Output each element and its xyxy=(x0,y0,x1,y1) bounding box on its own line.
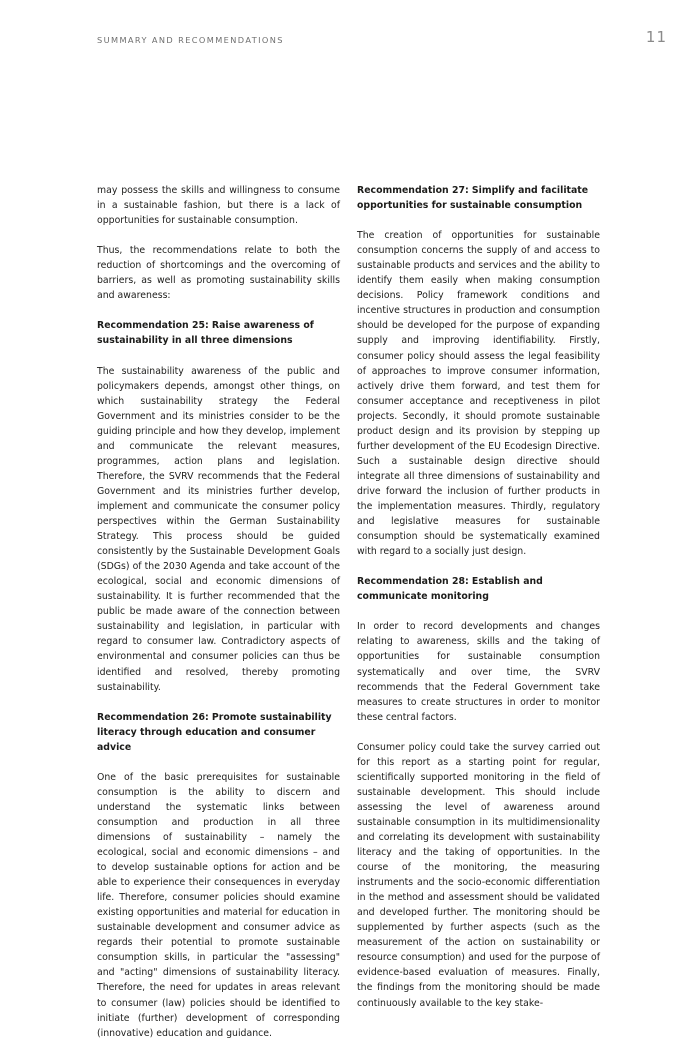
recommendation-26-heading: Recommendation 26: Promote sustainability literacy through education and consumer advice xyxy=(97,711,332,753)
recommendation-27-heading: Recommendation 27: Simplify and facilitate opportunities for sustainable consumption xyxy=(357,185,589,212)
page-number: 11 xyxy=(645,28,667,46)
recommendation-28-text-1: In order to record developments and changes relating to awareness, skills and the taking of opportunities for sustainable consumption systematically and over time, the SVRV recommends that the Federal Government take measures to create structures in order to monitor these central factors. xyxy=(357,621,600,723)
recommendation-28-text-2: Consumer policy could take the survey carried out for this report as a starting point for regular, scientifically supported monitoring in the field of sustainable development. This should include assessing the level of awareness around sustainable consumption in its multidimensionality and correlating its development with sustainability literacy and the taking of opportunities. In the course of the monitoring, the measuring instruments and the socio-economic differentiation in the method and assessment should be validated and developed further. The monitoring should be supplemented by further aspects (such as the measurement of the action on sustainability or resource consumption) and used for the purpose of evidence-based evaluation of measures. Finally, the findings from the monitoring should be made continuously available to the key stake- xyxy=(357,741,600,1009)
recommendation-25-heading: Recommendation 25: Raise awareness of sustainability in all three dimensions xyxy=(97,320,314,347)
right-column xyxy=(357,183,600,1026)
intro-paragraph-2: Thus, the recommendations relate to both the reduction of shortcomings and the overcoming of barriers, as well as promoting sustainability skills and awareness: xyxy=(97,245,340,302)
recommendation-26-text: One of the basic prerequisites for sustainable consumption is the ability to discern and understand the systematic links between consumption and production in all three dimensions of sustainability – namely the ecological, social and economic dimensions – and to develop sustainable options for action and be able to experience their consequences in everyday life. Therefore, consumer policies should examine existing opportunities and material for education in sustainable development and consumer advice as regards their potential to promote sustainable consumption skills, in particular the "assessing" and "acting" dimensions of sustainability literacy. Therefore, the need for updates in areas relevant to consumer (law) policies should be identified to initiate (further) development of corresponding (innovative) education and guidance. xyxy=(97,771,340,1039)
running-header: SUMMARY AND RECOMMENDATIONS xyxy=(97,35,284,45)
intro-paragraph-1: may possess the skills and willingness to consume in a sustainable fashion, but there is a lack of opportunities for sustainable consumption. xyxy=(97,185,340,227)
recommendation-27-text: The creation of opportunities for sustainable consumption concerns the supply of and access to sustainable products and services and the ability to identify them easily when making consumption decisions. Policy framework conditions and incentive structures in production and consumption should be developed for the purpose of expanding supply and improving identifiability. Firstly, consumer policy should assess the legal feasibility of approaches to improve consumer information, actively drive them forward, and test them for consumer acceptance and receptiveness in pilot projects. Secondly, it should promote sustainable product design and its provision by stepping up further development of the EU Ecodesign Directive. Such a sustainable design directive should integrate all three dimensions of sustainability and drive forward the inclusion of further products in the implementation measures. Thirdly, regulatory and legislative measures for sustainable consumption should be systematically examined with regard to a socially just design. xyxy=(357,230,600,558)
left-column xyxy=(97,183,340,1056)
recommendation-28-heading: Recommendation 28: Establish and communicate monitoring xyxy=(357,576,543,603)
recommendation-25-text: The sustainability awareness of the public and policymakers depends, amongst other things, on which sustainability strategy the Federal Government and its ministries consider to be the guiding principle and how they develop, implement and communicate the relevant measures, programmes, action plans and legislation. Therefore, the SVRV recommends that the Federal Government and its ministries further develop, implement and communicate the consumer policy perspectives within the German Sustainability Strategy. This process should be guided consistently by the Sustainable Development Goals (SDGs) of the 2030 Agenda and take account of the ecological, social and economic dimensions of sustainability. It is further recommended that the public be made aware of the connection between sustainability and legislation, in particular with regard to consumer law. Contradictory aspects of environmental and consumer policies can thus be identified and resolved, thereby promoting sustainability. xyxy=(97,365,340,693)
